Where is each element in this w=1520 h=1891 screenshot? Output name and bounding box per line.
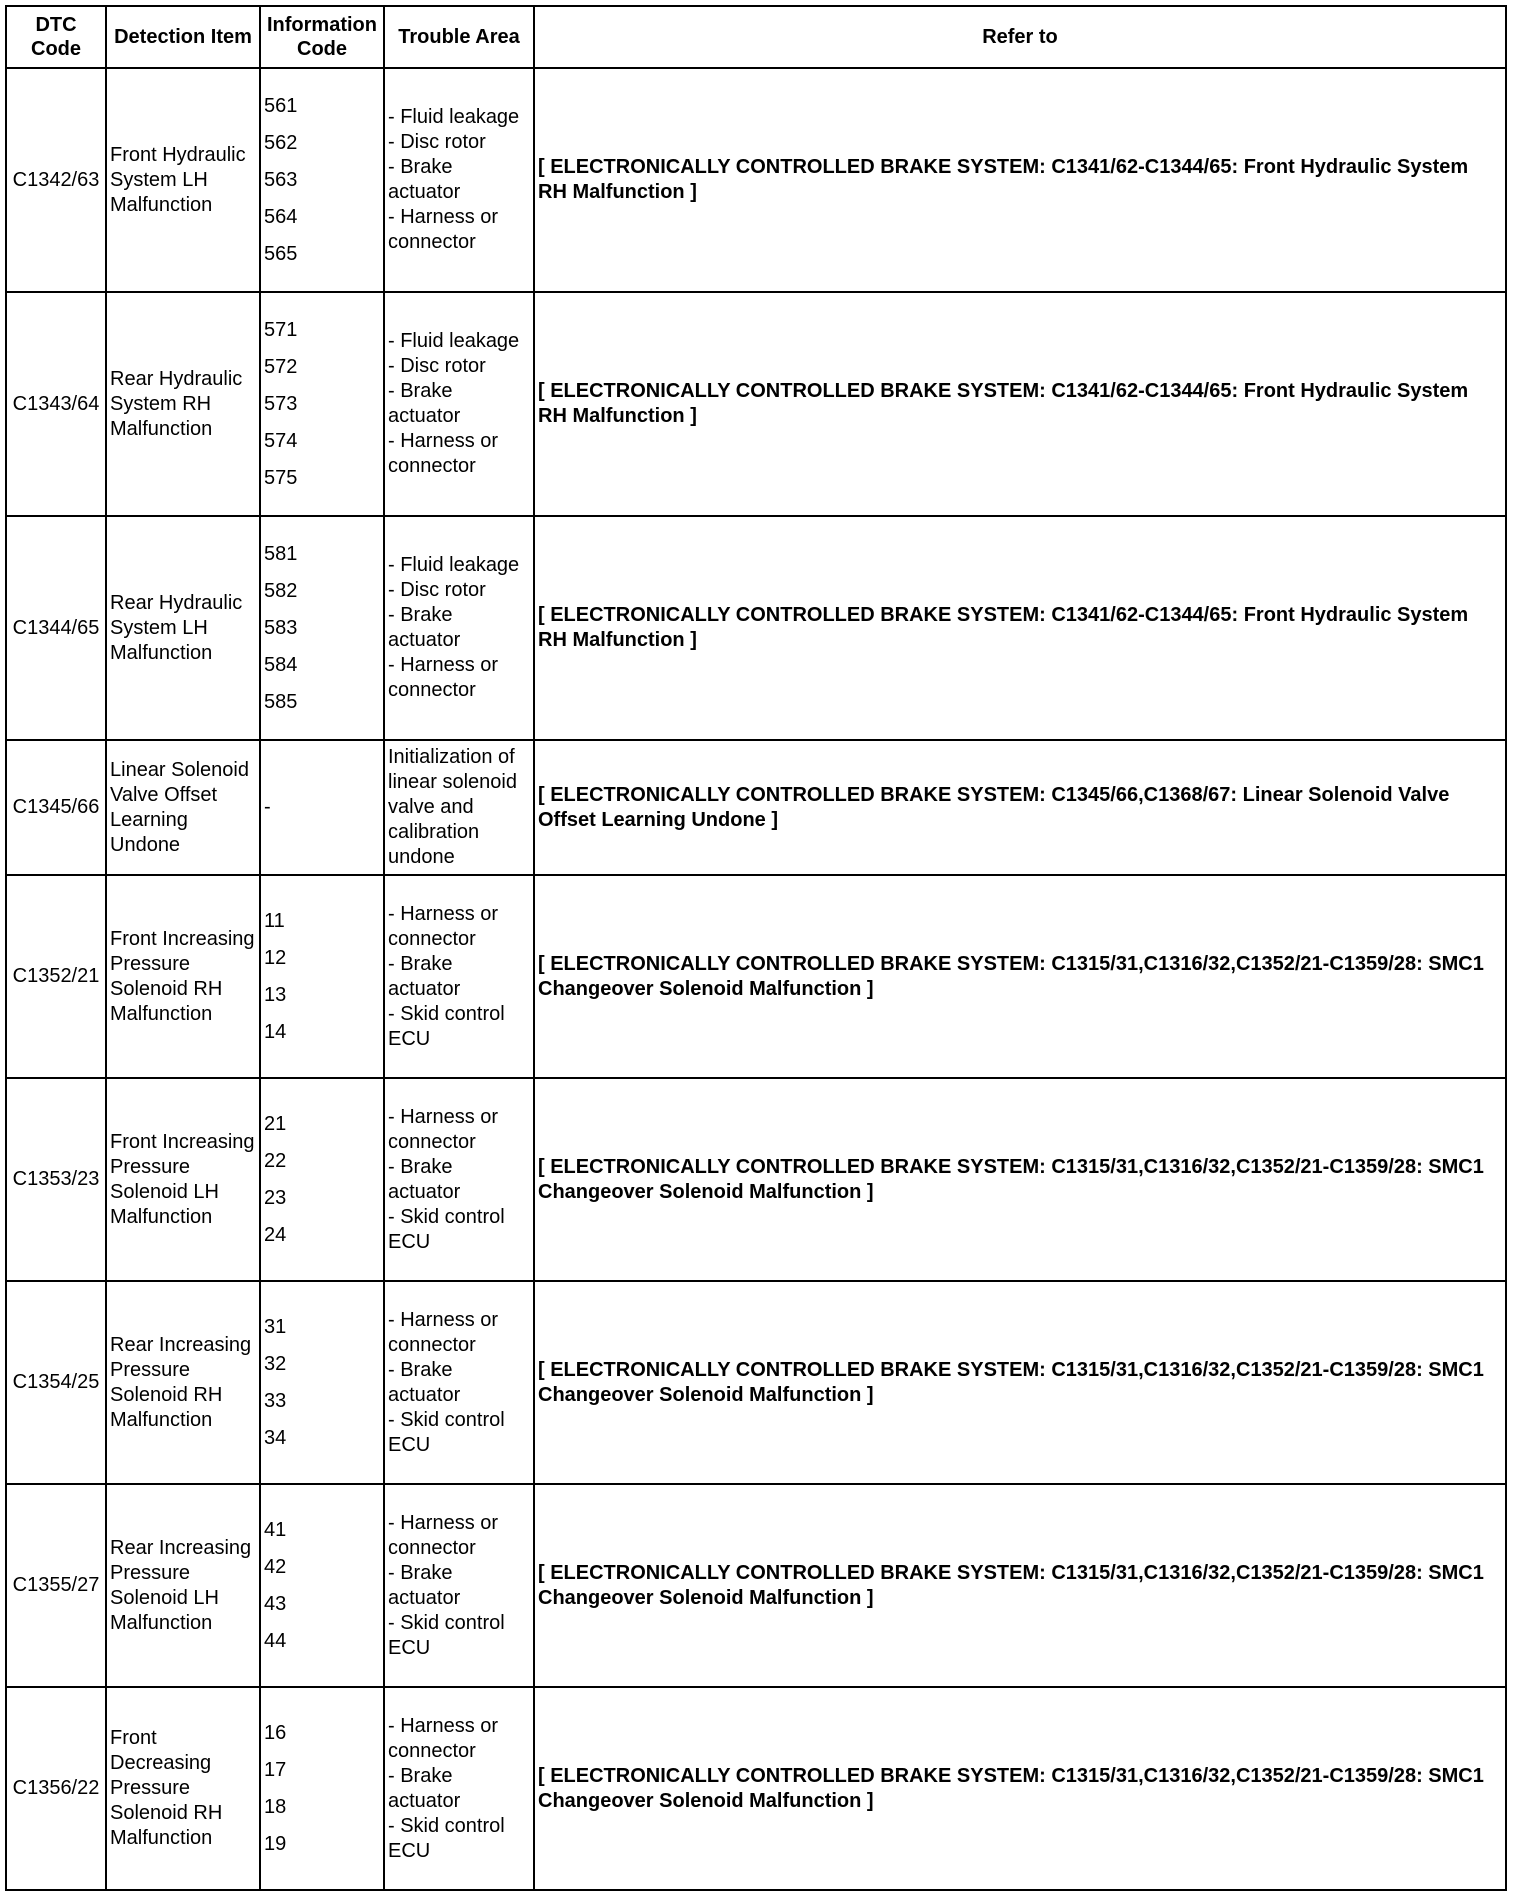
refer-to-link[interactable]: [ ELECTRONICALLY CONTROLLED BRAKE SYSTEM: C1341/62-C1344/65: Front Hydraulic System RH Malfunction ]	[534, 292, 1506, 516]
trouble-area: - Skid control ECU	[388, 1611, 505, 1659]
trouble-area: - Harness or connector	[388, 430, 499, 477]
header-information-code: Information Code	[260, 6, 384, 68]
refer-to-link[interactable]: [ ELECTRONICALLY CONTROLLED BRAKE SYSTEM: C1315/31,C1316/32,C1352/21-C1359/28: SMC1 Changeover Solenoid Malfunction ]	[534, 1281, 1506, 1484]
information-code: 574	[264, 429, 298, 452]
trouble-area: - Skid control ECU	[388, 1408, 505, 1456]
trouble-area: - Disc rotor	[388, 131, 486, 153]
information-code: 12	[264, 946, 287, 969]
information-code: 33	[264, 1389, 287, 1412]
trouble-areas	[384, 1484, 534, 1687]
detection-item: Front Increasing Pressure Solenoid RH Malfunction	[106, 875, 260, 1078]
trouble-area: - Fluid leakage	[388, 330, 520, 352]
trouble-area: - Skid control ECU	[388, 1205, 505, 1253]
information-code: 564	[264, 205, 298, 228]
trouble-area: - Disc rotor	[388, 355, 486, 377]
detection-item: Rear Increasing Pressure Solenoid LH Malfunction	[106, 1484, 260, 1687]
information-codes	[260, 740, 384, 875]
information-code: 44	[264, 1629, 287, 1652]
trouble-area: - Brake actuator	[388, 156, 461, 203]
trouble-area: - Disc rotor	[388, 579, 486, 601]
trouble-areas	[384, 740, 534, 875]
information-code: 562	[264, 131, 298, 154]
information-code: 32	[264, 1352, 287, 1375]
information-code: 42	[264, 1555, 287, 1578]
trouble-areas	[384, 68, 534, 292]
trouble-area: - Brake actuator	[388, 1561, 461, 1609]
trouble-area: - Harness or connector	[388, 654, 499, 701]
table-row	[6, 875, 1506, 1078]
information-code: 19	[264, 1832, 287, 1855]
header-refer-to: Refer to	[534, 6, 1506, 68]
refer-to-link[interactable]: [ ELECTRONICALLY CONTROLLED BRAKE SYSTEM: C1341/62-C1344/65: Front Hydraulic System RH Malfunction ]	[534, 516, 1506, 740]
refer-to-link[interactable]: [ ELECTRONICALLY CONTROLLED BRAKE SYSTEM: C1315/31,C1316/32,C1352/21-C1359/28: SMC1 Changeover Solenoid Malfunction ]	[534, 1078, 1506, 1281]
table-row	[6, 516, 1506, 740]
information-code: 572	[264, 355, 298, 378]
information-code: 565	[264, 242, 298, 265]
information-code: 13	[264, 983, 287, 1006]
trouble-area: - Brake actuator	[388, 604, 461, 651]
trouble-area: - Fluid leakage	[388, 554, 520, 576]
table-row	[6, 740, 1506, 875]
information-codes	[260, 516, 384, 740]
trouble-area: - Harness or connector	[388, 1511, 499, 1559]
refer-to-link[interactable]: [ ELECTRONICALLY CONTROLLED BRAKE SYSTEM: C1341/62-C1344/65: Front Hydraulic System RH Malfunction ]	[534, 68, 1506, 292]
table-row	[6, 68, 1506, 292]
trouble-area: - Brake actuator	[388, 380, 461, 427]
information-code: 22	[264, 1149, 287, 1172]
trouble-area: - Harness or connector	[388, 1714, 499, 1762]
trouble-area: - Brake actuator	[388, 1358, 461, 1406]
information-code: 585	[264, 690, 298, 713]
table-row	[6, 1484, 1506, 1687]
trouble-area: - Brake actuator	[388, 1155, 461, 1203]
information-code: 24	[264, 1223, 287, 1246]
detection-item: Rear Increasing Pressure Solenoid RH Malfunction	[106, 1281, 260, 1484]
header-dtc-code: DTC Code	[6, 6, 106, 68]
detection-item: Rear Hydraulic System RH Malfunction	[106, 292, 260, 516]
information-codes	[260, 1484, 384, 1687]
trouble-area: Initialization of linear solenoid valve and calibration undone	[388, 746, 517, 868]
trouble-area: - Harness or connector	[388, 1308, 499, 1356]
information-code: 584	[264, 653, 298, 676]
table-row	[6, 292, 1506, 516]
dtc-code: C1342/63	[6, 68, 106, 292]
trouble-areas	[384, 875, 534, 1078]
refer-to-link[interactable]: [ ELECTRONICALLY CONTROLLED BRAKE SYSTEM: C1315/31,C1316/32,C1352/21-C1359/28: SMC1 Changeover Solenoid Malfunction ]	[534, 1687, 1506, 1890]
information-code: 11	[264, 909, 285, 932]
dtc-code: C1352/21	[6, 875, 106, 1078]
detection-item: Linear Solenoid Valve Offset Learning Undone	[106, 740, 260, 875]
dtc-code: C1354/25	[6, 1281, 106, 1484]
trouble-area: - Brake actuator	[388, 952, 461, 1000]
information-code: 34	[264, 1426, 287, 1449]
information-code: 575	[264, 466, 298, 489]
information-codes	[260, 1687, 384, 1890]
detection-item: Rear Hydraulic System LH Malfunction	[106, 516, 260, 740]
dtc-code: C1356/22	[6, 1687, 106, 1890]
information-code: 582	[264, 579, 298, 602]
information-code: 17	[264, 1758, 287, 1781]
information-code: 563	[264, 168, 298, 191]
information-code: 573	[264, 392, 298, 415]
trouble-areas	[384, 1281, 534, 1484]
information-code: 43	[264, 1592, 287, 1615]
trouble-area: - Skid control ECU	[388, 1814, 505, 1862]
trouble-areas	[384, 1078, 534, 1281]
trouble-areas	[384, 516, 534, 740]
information-code: 571	[264, 318, 298, 341]
trouble-area: - Skid control ECU	[388, 1002, 505, 1050]
detection-item: Front Hydraulic System LH Malfunction	[106, 68, 260, 292]
dtc-code: C1345/66	[6, 740, 106, 875]
trouble-area: - Harness or connector	[388, 206, 499, 253]
dtc-code: C1344/65	[6, 516, 106, 740]
information-code: 41	[264, 1518, 287, 1541]
header-row	[6, 6, 1506, 68]
dtc-code: C1355/27	[6, 1484, 106, 1687]
information-code: 16	[264, 1721, 287, 1744]
information-code: 18	[264, 1795, 287, 1818]
information-code: 31	[264, 1315, 287, 1338]
information-code: -	[264, 796, 271, 818]
information-code: 583	[264, 616, 298, 639]
header-trouble-area: Trouble Area	[384, 6, 534, 68]
information-code: 23	[264, 1186, 287, 1209]
table-row	[6, 1687, 1506, 1890]
detection-item: Front Decreasing Pressure Solenoid RH Malfunction	[106, 1687, 260, 1890]
dtc-table	[5, 5, 1507, 1891]
trouble-area: - Harness or connector	[388, 902, 499, 950]
information-code: 561	[264, 94, 298, 117]
table-row	[6, 1281, 1506, 1484]
trouble-areas	[384, 292, 534, 516]
trouble-area: - Fluid leakage	[388, 106, 520, 128]
dtc-code: C1353/23	[6, 1078, 106, 1281]
refer-to-link[interactable]: [ ELECTRONICALLY CONTROLLED BRAKE SYSTEM: C1315/31,C1316/32,C1352/21-C1359/28: SMC1 Changeover Solenoid Malfunction ]	[534, 1484, 1506, 1687]
table-row	[6, 1078, 1506, 1281]
detection-item: Front Increasing Pressure Solenoid LH Malfunction	[106, 1078, 260, 1281]
trouble-area: - Brake actuator	[388, 1764, 461, 1812]
refer-to-link[interactable]: [ ELECTRONICALLY CONTROLLED BRAKE SYSTEM: C1315/31,C1316/32,C1352/21-C1359/28: SMC1 Changeover Solenoid Malfunction ]	[534, 875, 1506, 1078]
trouble-area: - Harness or connector	[388, 1105, 499, 1153]
information-codes	[260, 1281, 384, 1484]
dtc-code: C1343/64	[6, 292, 106, 516]
information-code: 14	[264, 1020, 287, 1043]
refer-to-link[interactable]: [ ELECTRONICALLY CONTROLLED BRAKE SYSTEM: C1345/66,C1368/67: Linear Solenoid Valve Offset Learning Undone ]	[534, 740, 1506, 875]
information-codes	[260, 68, 384, 292]
information-codes	[260, 292, 384, 516]
header-detection-item: Detection Item	[106, 6, 260, 68]
information-codes	[260, 875, 384, 1078]
information-codes	[260, 1078, 384, 1281]
trouble-areas	[384, 1687, 534, 1890]
information-code: 581	[264, 542, 298, 565]
information-code: 21	[264, 1112, 287, 1135]
